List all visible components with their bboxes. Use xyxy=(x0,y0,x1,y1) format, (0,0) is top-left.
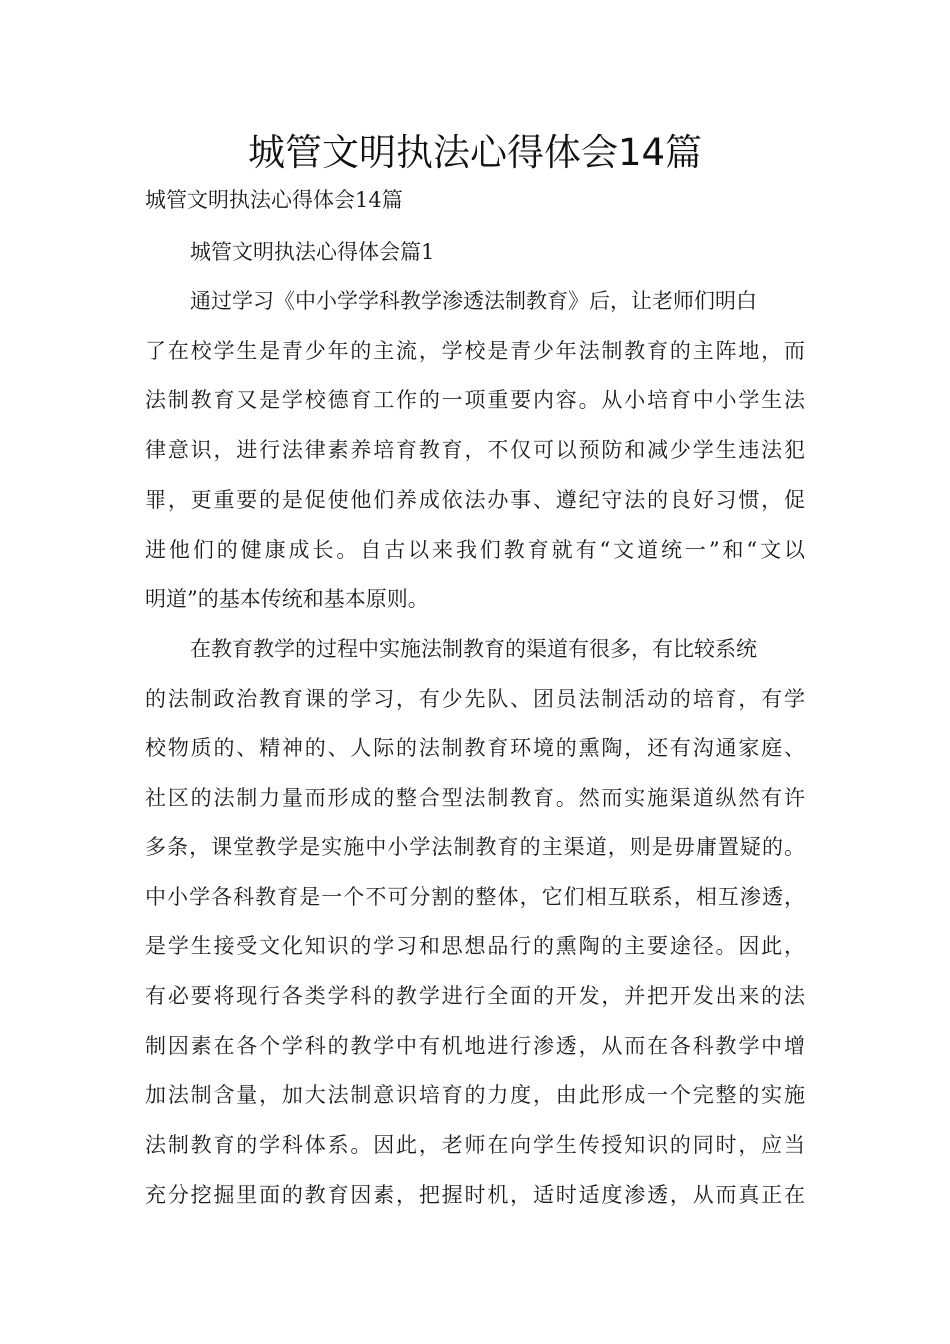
paragraph-line: 进他们的健康成长。自古以来我们教育就有“文道统一”和“文以 xyxy=(145,538,805,562)
paragraph-line: 法制教育的学科体系。因此，老师在向学生传授知识的同时，应当 xyxy=(145,1133,805,1157)
paragraph-line: 制因素在各个学科的教学中有机地进行渗透，从而在各科教学中增 xyxy=(145,1034,805,1058)
paragraph-line: 校物质的、精神的、人际的法制教育环境的熏陶，还有沟通家庭、 xyxy=(145,736,805,760)
paragraph-line: 充分挖掘里面的教育因素，把握时机，适时适度渗透，从而真正在 xyxy=(145,1183,805,1207)
document-title: 城管文明执法心得体会14篇 xyxy=(247,131,703,174)
paragraph-line: 是学生接受文化知识的学习和思想品行的熏陶的主要途径。因此， xyxy=(145,934,805,958)
paragraph-line: 的法制政治教育课的学习，有少先队、团员法制活动的培育，有学 xyxy=(145,687,805,711)
paragraph-line: 社区的法制力量而形成的整合型法制教育。然而实施渠道纵然有许 xyxy=(145,786,805,810)
section-heading: 城管文明执法心得体会篇1 xyxy=(190,240,435,264)
paragraph-line: 通过学习《中小学学科教学渗透法制教育》后，让老师们明白 xyxy=(190,289,757,313)
paragraph-line: 在教育教学的过程中实施法制教育的渠道有很多，有比较系统 xyxy=(190,637,757,661)
paragraph-line: 明道”的基本传统和基本原则。 xyxy=(145,587,429,611)
paragraph-line: 中小学各科教育是一个不可分割的整体，它们相互联系，相互渗透， xyxy=(145,885,805,909)
document-subtitle: 城管文明执法心得体会14篇 xyxy=(145,188,403,212)
paragraph-line: 了在校学生是青少年的主流，学校是青少年法制教育的主阵地，而 xyxy=(145,339,805,363)
paragraph-line: 多条，课堂教学是实施中小学法制教育的主渠道，则是毋庸置疑的。 xyxy=(145,835,805,859)
paragraph-line: 罪，更重要的是促使他们养成依法办事、遵纪守法的良好习惯，促 xyxy=(145,488,805,512)
paragraph-line: 加法制含量，加大法制意识培育的力度，由此形成一个完整的实施 xyxy=(145,1083,805,1107)
paragraph-line: 法制教育又是学校德育工作的一项重要内容。从小培育中小学生法 xyxy=(145,388,805,412)
paragraph-line: 律意识，进行法律素养培育教育，不仅可以预防和减少学生违法犯 xyxy=(145,438,805,462)
paragraph-line: 有必要将现行各类学科的教学进行全面的开发，并把开发出来的法 xyxy=(145,984,805,1008)
